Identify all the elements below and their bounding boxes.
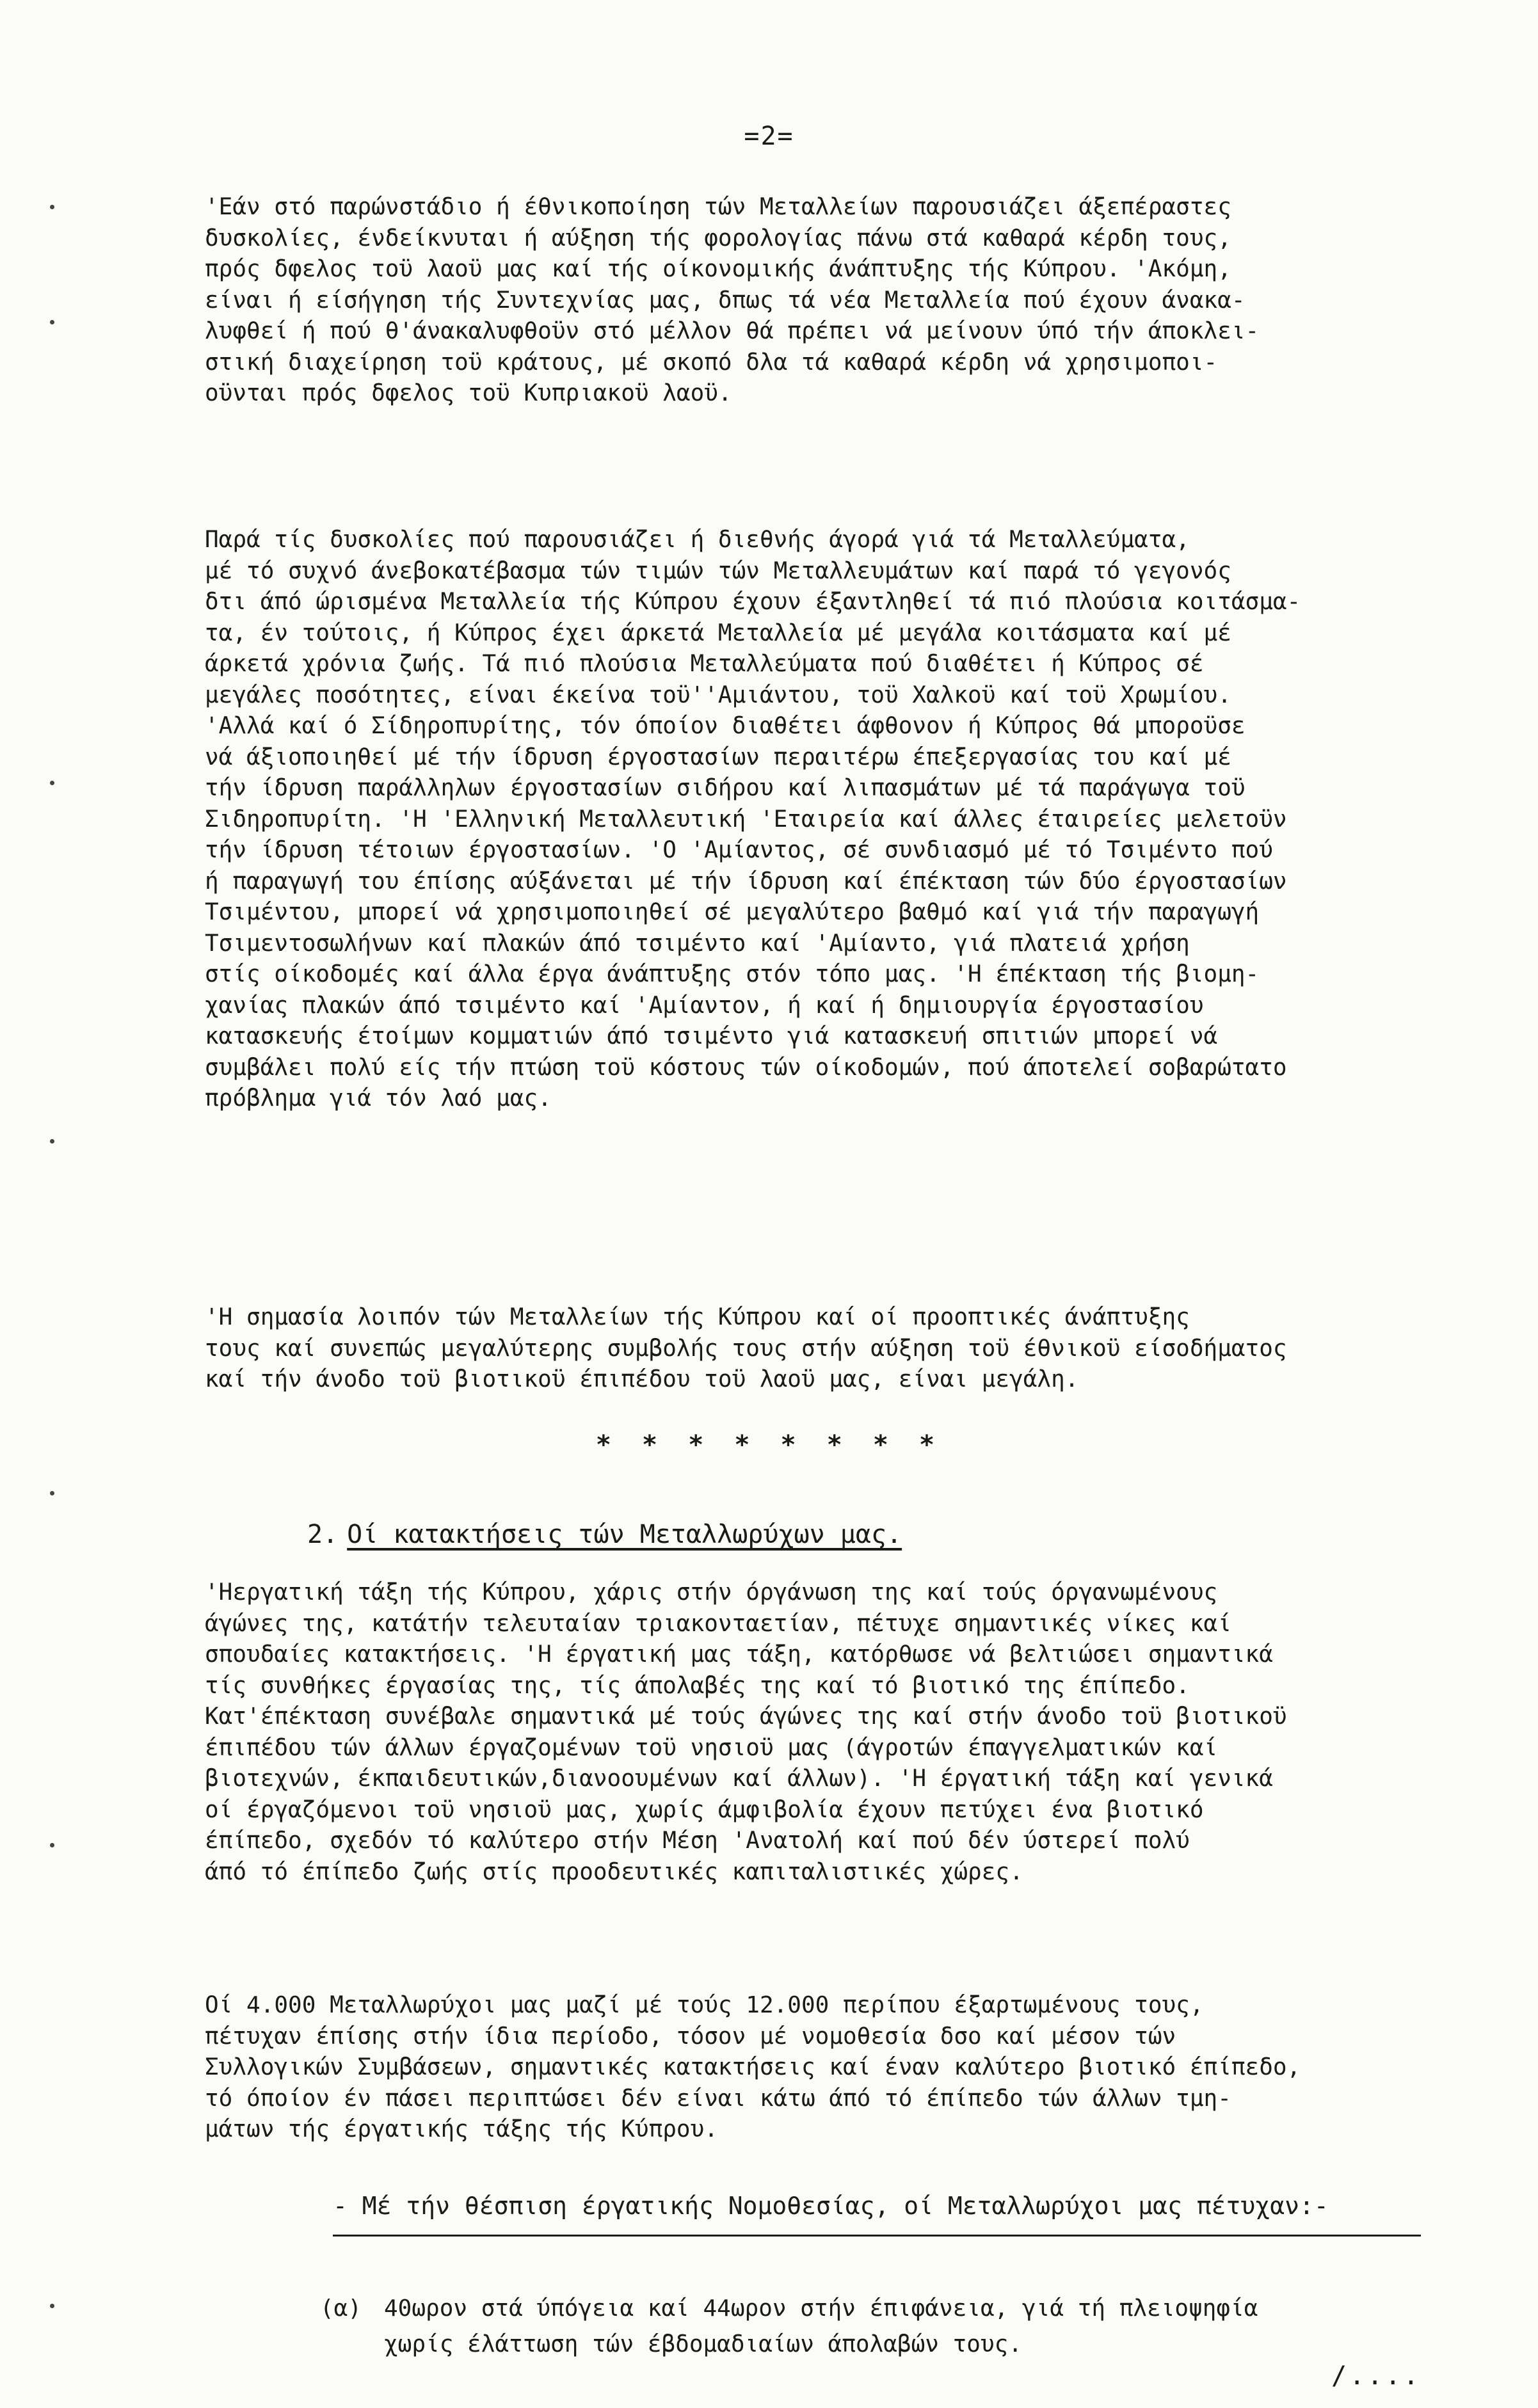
section-heading xyxy=(307,1520,902,1549)
text-line: τίς συνθήκες έργασίας της, τίς άπολαβές της καί τό βιοτικό της έπίπεδο. xyxy=(205,1672,1190,1699)
paragraph-miners xyxy=(205,1990,1459,2146)
text-line: κατασκευής έτοίμων κομματιών άπό τσιμέντο γιά κατασκευή σπιτιών μπορεί νά xyxy=(205,1023,1218,1049)
text-line: οί έργαζόμενοι τοϋ νησιοϋ μας, χωρίς άμφιβολία έχουν πετύχει ένα βιοτικό xyxy=(205,1796,1204,1823)
margin-dot xyxy=(50,205,54,209)
text-line: στίς οίκοδομές καί άλλα έργα άνάπτυξης στόν τόπο μας. 'Η έπέκταση τής βιομη- xyxy=(205,961,1260,987)
list-item xyxy=(320,2291,1472,2363)
text-line: 'Η σημασία λοιπόν τών Μεταλλείων τής Κύπρου καί οί προοπτικές άνάπτυξης xyxy=(205,1304,1190,1330)
page-number: =2= xyxy=(744,122,794,151)
text-line: μεγάλες ποσότητες, είναι έκείνα τοϋ''Αμιάντου, τοϋ Χαλκοϋ καί τοϋ Χρωμίου. xyxy=(205,682,1231,708)
text-line: Σιδηροπυρίτη. 'Η 'Ελληνική Μεταλλευτική 'Εταιρεία καί άλλες έταιρείες μελετοϋν xyxy=(205,806,1287,833)
margin-dot xyxy=(50,1139,54,1144)
text-line: πρόβλημα γιά τόν λαό μας. xyxy=(205,1085,552,1112)
text-line: Συλλογικών Συμβάσεων, σημαντικές κατακτήσεις καί έναν καλύτερο βιοτικό έπίπεδο, xyxy=(205,2054,1301,2080)
section-number: 2. xyxy=(307,1520,339,1549)
text-line: δυσκολίες, ένδείκνυται ή αύξηση τής φορολογίας πάνω στά καθαρά κέρδη τους, xyxy=(205,225,1231,251)
paragraph-working-class xyxy=(205,1577,1459,1888)
list-item-marker: (α) xyxy=(320,2295,362,2322)
paragraph-minerals xyxy=(205,525,1459,1115)
text-line: 40ωρον στά ύπόγεια καί 44ωρον στήν έπιφάνεια, γιά τή πλειοψηφία xyxy=(384,2295,1258,2322)
text-line: τήν ίδρυση παράλληλων έργοστασίων σιδήρου καί λιπασμάτων μέ τά παράγωγα τοϋ xyxy=(205,775,1246,801)
text-line: τους καί συνεπώς μεγαλύτερης συμβολής τους στήν αύξηση τοϋ έθνικοϋ είσοδήματος xyxy=(205,1335,1287,1362)
section-title: Οί κατακτήσεις τών Μεταλλωρύχων μας. xyxy=(347,1520,902,1549)
text-line: στική διαχείρηση τοϋ κράτους, μέ σκοπό δλα τά καθαρά κέρδη νά χρησιμοποι- xyxy=(205,349,1218,376)
margin-dot xyxy=(50,1843,54,1847)
text-line: Τσιμεντοσωλήνων καί πλακών άπό τσιμέντο καί 'Αμίαντο, γιά πλατειά χρήση xyxy=(205,930,1190,957)
text-line: έπιπέδου τών άλλων έργαζομένων τοϋ νησιοϋ μας (άγροτών έπαγγελματικών καί xyxy=(205,1734,1218,1761)
paragraph-nationalisation xyxy=(205,192,1459,410)
text-line: τό όποίον έν πάσει περιπτώσει δέν είναι κάτω άπό τό έπίπεδο τών άλλων τμη- xyxy=(205,2085,1231,2112)
text-line: πέτυχαν έπίσης στήν ίδια περίοδο, τόσον μέ νομοθεσία δσο καί μέσον τών xyxy=(205,2023,1176,2050)
text-line: χωρίς έλάττωση τών έβδομαδιαίων άπολαβών τους. xyxy=(384,2331,1022,2357)
text-line: συμβάλει πολύ είς τήν πτώση τοϋ κόστους τών οίκοδομών, πού άποτελεί σοβαρώτατο xyxy=(205,1054,1287,1081)
text-line: ή παραγωγή του έπίσης αύξάνεται μέ τήν ίδρυση καί έπέκταση τών δύο έργοστασίων xyxy=(205,868,1287,895)
paragraph-significance xyxy=(205,1302,1459,1396)
text-line: οϋνται πρός δφελος τοϋ Κυπριακοϋ λαοϋ. xyxy=(205,380,732,406)
text-line: 'Ηεργατική τάξη τής Κύπρου, χάρις στήν όργάνωση της καί τούς όργανωμένους xyxy=(205,1579,1218,1606)
text-line: 'Αλλά καί ό Σίδηροπυρίτης, τόν όποίον διαθέτει άφθονον ή Κύπρος θά μποροϋσε xyxy=(205,713,1246,739)
legislation-subheading: - Μέ τήν θέσπιση έργατικής Νομοθεσίας, οί Μεταλλωρύχοι μας πέτυχαν:- xyxy=(333,2192,1329,2220)
text-line: είναι ή είσήγηση τής Συντεχνίας μας, δπως τά νέα Μεταλλεία πού έχουν άνακα- xyxy=(205,287,1246,314)
text-line: 'Εάν στό παρώνστάδιο ή έθνικοποίηση τών Μεταλλείων παρουσιάζει άξεπέραστες xyxy=(205,194,1231,220)
text-line: τα, έν τούτοις, ή Κύπρος έχει άρκετά Μεταλλεία μέ μεγάλα κοιτάσματα καί μέ xyxy=(205,619,1231,646)
text-line: μάτων τής έργατικής τάξης τής Κύπρου. xyxy=(205,2116,718,2142)
text-line: έπίπεδο, σχεδόν τό καλύτερο στήν Μέση 'Ανατολή καί πού δέν ύστερεί πολύ xyxy=(205,1828,1190,1854)
text-line: άγώνες της, κατάτήν τελευταίαν τριακονταετίαν, πέτυχε σημαντικές νίκες καί xyxy=(205,1610,1231,1637)
continuation-mark: /.... xyxy=(1331,2361,1422,2391)
text-line: σπουδαίες κατακτήσεις. 'Η έργατική μας τάξη, κατόρθωσε νά βελτιώσει σημαντικά xyxy=(205,1641,1273,1668)
text-line: τήν ίδρυση τέτοιων έργοστασίων. 'Ο 'Αμίαντος, σέ συνδιασμό μέ τό Τσιμέντο πού xyxy=(205,837,1273,863)
text-line: λυφθεί ή πού θ'άνακαλυφθοϋν στό μέλλον θά πρέπει νά μείνουν ύπό τήν άποκλει- xyxy=(205,318,1260,344)
text-line: βιοτεχνών, έκπαιδευτικών,διανοουμένων καί άλλων). 'Η έργατική τάξη καί γενικά xyxy=(205,1766,1273,1792)
text-line: Κατ'έπέκταση συνέβαλε σημαντικά μέ τούς άγώνες της καί στήν άνοδο τοϋ βιοτικοϋ xyxy=(205,1703,1287,1730)
section-separator: * * * * * * * * xyxy=(595,1430,943,1460)
text-line: καί τήν άνοδο τοϋ βιοτικοϋ έπιπέδου τοϋ λαοϋ μας, είναι μεγάλη. xyxy=(205,1366,1079,1392)
text-line: πρός δφελος τοϋ λαοϋ μας καί τής οίκονομικής άνάπτυξης τής Κύπρου. 'Ακόμη, xyxy=(205,256,1231,282)
text-line: νά άξιοποιηθεί μέ τήν ίδρυση έργοστασίων περαιτέρω έπεξεργασίας του καί μέ xyxy=(205,744,1231,770)
text-line: χανίας πλακών άπό τσιμέντο καί 'Αμίαντον, ή καί ή δημιουργία έργοστασίου xyxy=(205,992,1204,1019)
margin-dot xyxy=(50,1491,54,1495)
subheading-underline xyxy=(333,2235,1421,2237)
margin-dot xyxy=(50,2304,54,2308)
text-line: Τσιμέντου, μπορεί νά χρησιμοποιηθεί σέ μεγαλύτερο βαθμό καί γιά τήν παραγωγή xyxy=(205,899,1260,925)
margin-dot xyxy=(50,781,54,785)
text-line: Οί 4.000 Μεταλλωρύχοι μας μαζί μέ τούς 12.000 περίπου έξαρτωμένους τους, xyxy=(205,1992,1204,2018)
text-line: μέ τό συχνό άνεβοκατέβασμα τών τιμών τών Μεταλλευμάτων καί παρά τό γεγονός xyxy=(205,557,1231,584)
text-line: δτι άπό ώρισμένα Μεταλλεία τής Κύπρου έχουν έξαντληθεί τά πιό πλούσια κοιτάσμα- xyxy=(205,589,1301,615)
margin-dot xyxy=(50,320,54,324)
text-line: άπό τό έπίπεδο ζωής στίς προοδευτικές καπιταλιστικές χώρες. xyxy=(205,1858,1023,1885)
text-line: Παρά τίς δυσκολίες πού παρουσιάζει ή διεθνής άγορά γιά τά Μεταλλεύματα, xyxy=(205,527,1190,553)
text-line: άρκετά χρόνια ζωής. Τά πιό πλούσια Μεταλλεύματα πού διαθέτει ή Κύπρος σέ xyxy=(205,651,1204,677)
